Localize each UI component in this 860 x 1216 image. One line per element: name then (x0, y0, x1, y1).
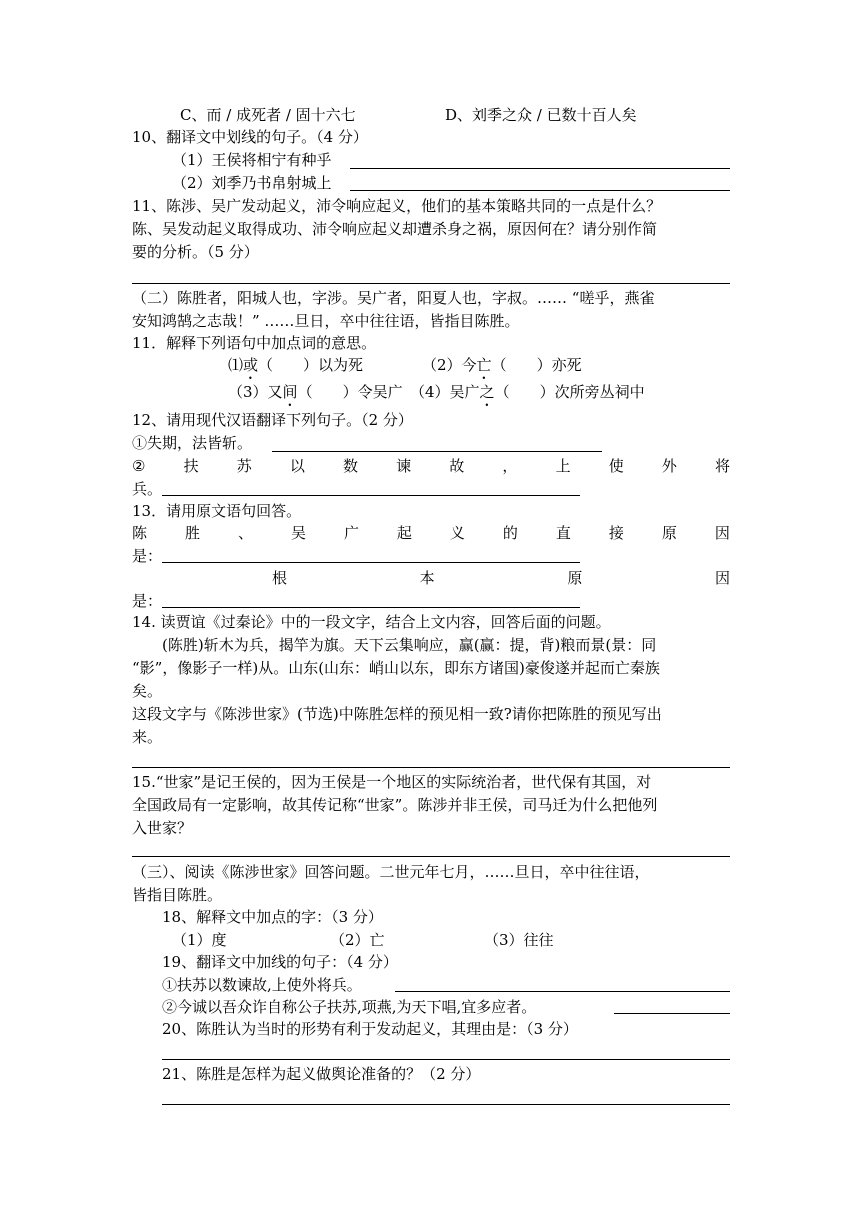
q20-stem: 20、陈胜认为当时的形势有利于发动起义，其理由是：（3 分） (162, 1020, 578, 1038)
q14-line-4: 矣。 (132, 682, 163, 700)
q19-stem: 19、翻译文中加线的句子：（4 分） (162, 953, 398, 971)
q13-prompt-b: 根 本 原 因 (272, 569, 730, 587)
q11b-item-1: ⑴或（ ）以为死 (228, 356, 364, 374)
q14-line-3: “影”，像影子一样)从。山东(山东：峭山以东，即东方诸国)豪俊遂并起而亡秦族 (132, 659, 660, 677)
q9-option-c: C、而 / 成死者 / 固十六七 (180, 106, 356, 124)
q12-answer-line-1[interactable] (272, 451, 602, 452)
q9-option-d: D、刘季之众 / 已数十百人矣 (445, 106, 637, 124)
section-2-line-1: （二）陈胜者，阳城人也，字涉。吴广者，阳夏人也，字叔。…… “嗟乎，燕雀 (132, 289, 655, 307)
q11-line-1: 11、陈涉、吴广发动起义，沛令响应起义，他们的基本策略共同的一点是什么？ (132, 197, 662, 215)
q18-item-2: （2）亡 (330, 931, 385, 949)
q15-line-1: 15.“世家”是记王侯的，因为王侯是一个地区的实际统治者，世代保有其国，对 (132, 773, 652, 791)
q10-answer-line-2[interactable] (350, 190, 730, 191)
q18-stem: 18、解释文中加点的字：（3 分） (162, 908, 383, 926)
q11b-item-4: （4）吴广之（ ）次所旁丛祠中 (410, 383, 645, 401)
q19-answer-line-1[interactable] (395, 991, 730, 992)
q10-answer-line-1[interactable] (350, 168, 730, 169)
dotted-word-2: 亡 (476, 356, 492, 374)
q11-line-3: 要的分析。（5 分） (132, 243, 259, 261)
q14-line-1: 14. 读贾谊《过秦论》中的一段文字，结合上文内容，回答后面的问题。 (132, 613, 611, 631)
q11b-stem: 11．解释下列语句中加点词的意思。 (132, 334, 377, 352)
q21-stem: 21、陈胜是怎样为起义做舆论准备的？（2 分） (162, 1065, 481, 1083)
q18-item-1: （1）度 (172, 931, 227, 949)
q14-line-2: (陈胜)斩木为兵，揭竿为旗。天下云集响应，赢(赢：提，背)粮而景(景：同 (162, 636, 657, 654)
q10-stem: 10、翻译文中划线的句子。（4 分） (132, 128, 368, 146)
q18-item-3: （3）往往 (484, 931, 554, 949)
dotted-word-4: 之 (479, 383, 495, 401)
q13-stem: 13．请用原文语句回答。 (132, 502, 302, 520)
q19-sentence-2: ②今诚以吾众诈自称公子扶苏,项燕,为天下唱,宜多应者。 (162, 998, 537, 1016)
dotted-word-1: 或 (243, 356, 259, 374)
section-3-line-2: 皆指目陈胜。 (132, 886, 223, 904)
q13-prompt-b-tail: 是： (132, 592, 163, 610)
q12-sentence-2: ② 扶 苏 以 数 谏 故 ， 上 使 外 将 (132, 457, 730, 475)
q13-answer-line-a[interactable] (162, 562, 580, 563)
q11-line-2: 陈、吴发动起义取得成功、沛令响应起义却遭杀身之祸，原因何在？请分别作简 (132, 220, 658, 238)
q15-answer-line[interactable] (132, 856, 730, 857)
q15-line-2: 全国政局有一定影响，故其传记称“世家”。陈涉并非王侯，司马迁为什么把他列 (132, 796, 658, 814)
q10-sentence-1: （1）王侯将相宁有种乎 (172, 151, 332, 169)
q11b-item-3: （3）又间（ ）令吴广 (228, 383, 403, 401)
q14-line-6: 来。 (132, 728, 163, 746)
q10-sentence-2: （2）刘季乃书帛射城上 (172, 174, 332, 192)
q11-answer-line[interactable] (132, 283, 730, 284)
q13-prompt-a-tail: 是： (132, 547, 163, 565)
section-2-line-2: 安知鸿鹄之志哉！” ……旦日，卒中往往语，皆指目陈胜。 (132, 312, 520, 330)
q12-sentence-2-tail: 兵。 (132, 480, 163, 498)
q12-stem: 12、请用现代汉语翻译下列句子。（2 分） (132, 411, 413, 429)
q20-answer-line[interactable] (162, 1059, 730, 1060)
q12-sentence-1: ①失期，法皆斩。 (132, 434, 253, 452)
q13-answer-line-b[interactable] (162, 607, 580, 608)
q14-answer-line[interactable] (132, 767, 730, 768)
q11b-item-2: （2）今亡（ ）亦死 (422, 356, 582, 374)
dotted-word-3: 间 (282, 383, 298, 401)
section-3-line-1: （三）、阅读《陈涉世家》回答问题。二世元年七月，……旦日，卒中往往语， (132, 863, 650, 881)
q14-line-5: 这段文字与《陈涉世家》(节选)中陈胜怎样的预见相一致?请你把陈胜的预见写出 (132, 705, 662, 723)
q15-line-3: 入世家？ (132, 819, 193, 837)
q19-sentence-1: ①扶苏以数谏故,上使外将兵。 (162, 976, 362, 994)
q12-answer-line-2[interactable] (162, 495, 580, 496)
q13-prompt-a: 陈 胜 、 吴 广 起 义 的 直 接 原 因 (132, 524, 730, 542)
q21-answer-line[interactable] (162, 1104, 730, 1105)
q19-answer-line-2[interactable] (614, 1013, 730, 1014)
